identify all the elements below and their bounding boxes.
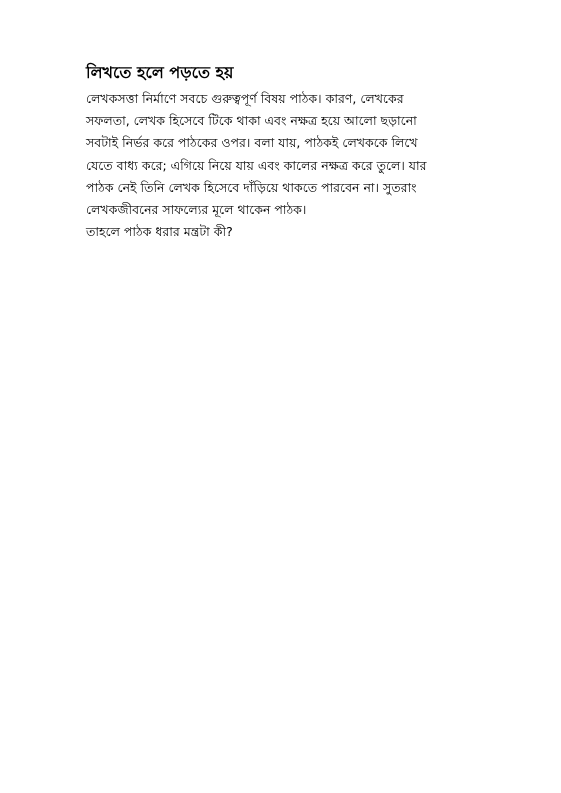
document-body <box>86 62 478 243</box>
paragraph-line-4: যেতে বাধ্য করে; এগিয়ে নিয়ে যায় এবং কালের নক্ষত্র করে তুলে। যার <box>86 157 427 173</box>
question-line: তাহলে পাঠক ধরার মন্ত্রটা কী? <box>86 224 233 240</box>
paragraph-line-1: লেখকসত্তা নির্মাণে সবচে গুরুত্বপূর্ণ বিষয় পাঠক। কারণ, লেখকের <box>86 91 404 106</box>
paragraph-line-6: লেখকজীবনের সাফল্যের মূলে থাকেন পাঠক। <box>86 202 307 218</box>
main-paragraph <box>86 88 478 221</box>
paragraph-line-2: সফলতা, লেখক হিসেবে টিকে থাকা এবং নক্ষত্র হয়ে আলো ছড়ানো <box>86 113 417 129</box>
paragraph-line-3: সবটাই নির্ভর করে পাঠকের ওপর। বলা যায়, পাঠকই লেখককে লিখে <box>86 135 418 151</box>
document-title: লিখতে হলে পড়তে হয় <box>86 63 234 82</box>
paragraph-line-5: পাঠক নেই তিনি লেখক হিসেবে দাঁড়িয়ে থাকতে পারবেন না। সুতরাং <box>86 179 417 195</box>
